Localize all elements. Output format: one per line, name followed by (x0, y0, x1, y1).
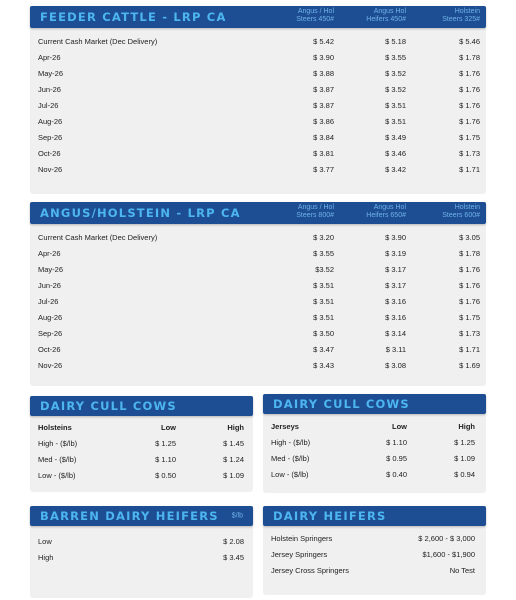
row-value: $ 3.08 (385, 361, 406, 370)
table-row: Low - ($/lb) $ 0.50 $ 1.09 (38, 471, 244, 480)
row-value: $ 3.81 (313, 149, 334, 158)
cull-cows-holstein-header (30, 396, 253, 416)
row-label: Apr-26 (38, 249, 61, 258)
row-label: Current Cash Market (Dec Delivery) (38, 37, 158, 46)
feeder-col-3: Holstein Steers 325# (442, 8, 480, 23)
row-value: $ 3.52 (385, 85, 406, 94)
row-value: $ 5.42 (313, 37, 334, 46)
barren-heifers-table (30, 526, 253, 598)
row-value: $ 3.20 (313, 233, 334, 242)
row-value: $ 3.77 (313, 165, 334, 174)
row-label: Nov-26 (38, 361, 63, 370)
row-label: Jul-26 (38, 101, 59, 110)
row-value: $ 1.76 (459, 101, 480, 110)
row-value: $ 3.46 (385, 149, 406, 158)
row-value: $ 1.75 (459, 313, 480, 322)
cull-cows-holstein-title: DAIRY CULL COWS (40, 399, 177, 413)
row-value: $ 3.90 (385, 233, 406, 242)
table-row (30, 66, 486, 82)
row-value: $ 1.73 (459, 149, 480, 158)
row-value: $ 3.55 (313, 249, 334, 258)
barren-heifers-title: BARREN DAIRY HEIFERS (40, 509, 219, 523)
row-value: $ 1.76 (459, 69, 480, 78)
row-value: $ 3.16 (385, 313, 406, 322)
row-value: $ 1.76 (459, 297, 480, 306)
row-label: Current Cash Market (Dec Delivery) (38, 233, 158, 242)
row-value: $ 3.11 (385, 345, 406, 354)
row-label: Nov-26 (38, 165, 63, 174)
table-row (30, 130, 486, 146)
row-value: $ 3.43 (313, 361, 334, 370)
feeder-cattle-title: FEEDER CATTLE - LRP CA (40, 10, 227, 24)
table-row: High - ($/lb) $ 1.25 $ 1.45 (38, 439, 244, 448)
row-value: $ 3.52 (385, 69, 406, 78)
row-label: May-26 (38, 265, 64, 274)
row-value: $ 3.86 (313, 117, 334, 126)
row-value: $ 1.76 (459, 281, 480, 290)
row-value: $ 1.69 (459, 361, 480, 370)
row-value: $ 3.51 (313, 313, 334, 322)
row-value: $ 3.84 (313, 133, 334, 142)
angus-col-3: Holstein Steers 600# (442, 204, 480, 219)
row-value: $ 3.16 (385, 297, 406, 306)
row-value: $ 3.90 (313, 53, 334, 62)
table-row (30, 82, 486, 98)
row-value: $ 3.19 (385, 249, 406, 258)
table-row (30, 358, 486, 374)
row-label: Jun-26 (38, 85, 61, 94)
row-value: $ 3.47 (313, 345, 334, 354)
table-row (30, 262, 486, 278)
table-row (30, 34, 486, 50)
barren-heifers-header (30, 506, 253, 526)
angus-holstein-panel (30, 202, 486, 386)
table-row (30, 246, 486, 262)
table-row (30, 294, 486, 310)
feeder-cattle-header (30, 6, 486, 28)
row-label: Oct-26 (38, 149, 61, 158)
row-label: Aug-26 (38, 313, 63, 322)
table-row (30, 342, 486, 358)
row-value: $ 3.50 (313, 329, 334, 338)
row-value: $ 3.17 (385, 281, 406, 290)
row-value: $ 1.73 (459, 329, 480, 338)
table-row (30, 114, 486, 130)
angus-holstein-title: ANGUS/HOLSTEIN - LRP CA (40, 206, 241, 220)
row-value: $ 3.49 (385, 133, 406, 142)
row-value: $ 1.76 (459, 117, 480, 126)
table-row: Med - ($/lb) $ 1.10 $ 1.24 (38, 455, 244, 464)
row-value: $ 3.42 (385, 165, 406, 174)
angus-col-1: Angus / Hol Steers 800# (296, 204, 334, 219)
table-row (30, 326, 486, 342)
table-row (30, 230, 486, 246)
cull-cows-jersey-panel (263, 394, 486, 493)
row-value: $ 3.05 (459, 233, 480, 242)
row-label: Jul-26 (38, 297, 59, 306)
table-row (30, 278, 486, 294)
row-value: $ 3.17 (385, 265, 406, 274)
dairy-heifers-header (263, 506, 486, 526)
row-value: $ 3.51 (313, 281, 334, 290)
cull-cows-jersey-table (263, 414, 486, 493)
row-label: Sep-26 (38, 133, 63, 142)
row-label: Jun-26 (38, 281, 61, 290)
row-value: $ 1.76 (459, 85, 480, 94)
cull-cows-jersey-header (263, 394, 486, 414)
row-label: Sep-26 (38, 329, 63, 338)
row-value: $ 3.51 (385, 101, 406, 110)
row-label: Apr-26 (38, 53, 61, 62)
cull-cows-holstein-table (30, 416, 253, 492)
dairy-heifers-title: DAIRY HEIFERS (273, 509, 387, 523)
row-label: May-26 (38, 69, 64, 78)
barren-heifers-panel (30, 506, 253, 598)
row-value: $ 1.71 (459, 345, 480, 354)
table-header-row: Holsteins Low High (38, 423, 244, 432)
feeder-col-2: Angus Hol Heifers 450# (366, 8, 406, 23)
dairy-heifers-panel (263, 506, 486, 595)
table-row: Jersey Cross Springers No Test (271, 566, 475, 575)
angus-col-2: Angus Hol Heifers 650# (366, 204, 406, 219)
table-row: High - ($/lb) $ 1.10 $ 1.25 (271, 438, 475, 447)
table-row: Jersey Springers $1,600 - $1,900 (271, 550, 475, 559)
table-row: Low - ($/lb) $ 0.40 $ 0.94 (271, 470, 475, 479)
table-row (30, 162, 486, 178)
dairy-heifers-table (263, 526, 486, 595)
table-row: High $ 3.45 (38, 553, 244, 562)
row-value: $ 1.71 (459, 165, 480, 174)
barren-heifers-unit: $/lb (231, 512, 243, 520)
table-row: Holstein Springers $ 2,600 - $ 3,000 (271, 534, 475, 543)
table-row: Low $ 2.08 (38, 537, 244, 546)
row-value: $ 1.76 (459, 265, 480, 274)
table-row (30, 50, 486, 66)
table-row (30, 146, 486, 162)
row-value: $ 3.87 (313, 101, 334, 110)
cull-cows-holstein-panel (30, 396, 253, 492)
row-value: $ 1.75 (459, 133, 480, 142)
row-value: $ 1.78 (459, 53, 480, 62)
table-row (30, 310, 486, 326)
feeder-cattle-panel (30, 6, 486, 194)
table-row: Med - ($/lb) $ 0.95 $ 1.09 (271, 454, 475, 463)
row-value: $ 3.88 (313, 69, 334, 78)
table-row (30, 98, 486, 114)
row-value: $3.52 (315, 265, 334, 274)
row-value: $ 5.18 (385, 37, 406, 46)
table-header-row: Jerseys Low High (271, 422, 475, 431)
row-value: $ 3.51 (385, 117, 406, 126)
row-value: $ 3.51 (313, 297, 334, 306)
row-value: $ 3.87 (313, 85, 334, 94)
row-label: Oct-26 (38, 345, 61, 354)
row-value: $ 3.55 (385, 53, 406, 62)
feeder-cattle-table (30, 28, 486, 194)
feeder-col-1: Angus / Hol Steers 450# (296, 8, 334, 23)
angus-holstein-table (30, 224, 486, 386)
angus-holstein-header (30, 202, 486, 224)
row-value: $ 5.46 (459, 37, 480, 46)
row-label: Aug-26 (38, 117, 63, 126)
row-value: $ 1.78 (459, 249, 480, 258)
cull-cows-jersey-title: DAIRY CULL COWS (273, 397, 410, 411)
row-value: $ 3.14 (385, 329, 406, 338)
